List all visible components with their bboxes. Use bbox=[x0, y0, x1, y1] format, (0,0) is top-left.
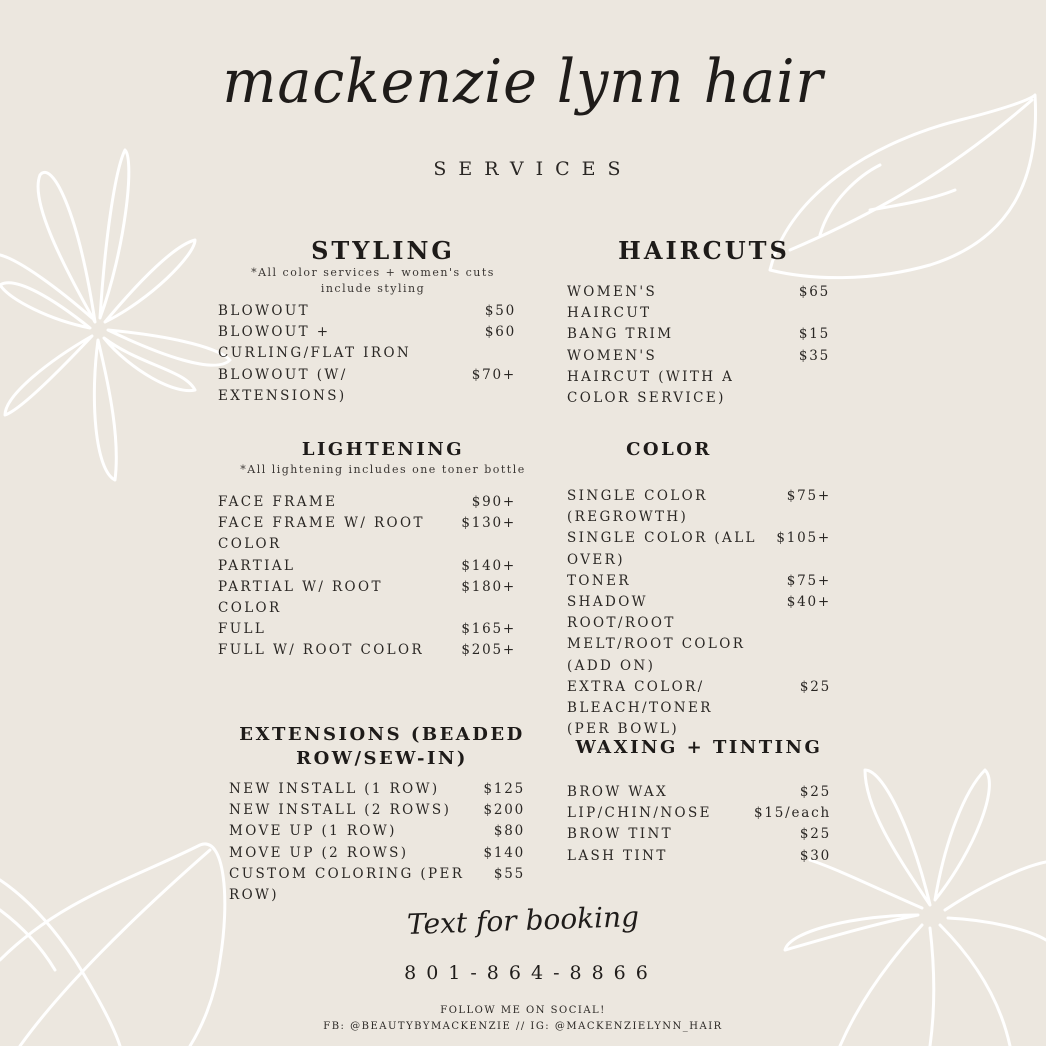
flower-outline-icon bbox=[0, 150, 230, 480]
phone-number[interactable]: 801-864-8866 bbox=[404, 962, 658, 984]
service-name: WOMEN'S HAIRCUT (WITH A COLOR SERVICE) bbox=[567, 347, 735, 407]
service-row bbox=[218, 492, 516, 513]
service-row bbox=[567, 571, 831, 592]
service-row bbox=[567, 846, 831, 867]
service-row bbox=[567, 346, 830, 410]
service-price: $140+ bbox=[461, 557, 516, 574]
service-name: CUSTOM COLORING (PER ROW) bbox=[229, 865, 465, 904]
lightening-section bbox=[218, 438, 526, 662]
service-price: $125 bbox=[483, 781, 525, 797]
service-price: $50 bbox=[484, 303, 516, 319]
service-name: TONER bbox=[567, 572, 631, 589]
service-name: BROW TINT bbox=[567, 826, 674, 843]
styling-title: STYLING bbox=[311, 236, 455, 265]
service-price: $65 bbox=[798, 284, 830, 300]
service-row bbox=[567, 282, 830, 324]
service-name: SHADOW ROOT/ROOT MELT/ROOT COLOR (ADD ON) bbox=[567, 594, 746, 674]
service-row bbox=[229, 800, 525, 821]
service-name: PARTIAL W/ ROOT COLOR bbox=[218, 578, 383, 617]
service-name: FACE FRAME W/ ROOT COLOR bbox=[218, 515, 425, 553]
service-name: BLOWOUT + CURLING/FLAT IRON bbox=[218, 324, 412, 362]
service-price: $15/each bbox=[753, 805, 831, 822]
extensions-section bbox=[229, 723, 525, 906]
service-row bbox=[218, 577, 516, 619]
service-name: BLOWOUT (W/ EXTENSIONS) bbox=[218, 366, 348, 404]
styling-note: *All color services + women's cuts include styling bbox=[251, 266, 495, 295]
service-price: $80 bbox=[493, 823, 525, 840]
service-price: $60 bbox=[484, 324, 516, 341]
haircuts-title: HAIRCUTS bbox=[618, 236, 790, 265]
service-price: $140 bbox=[483, 844, 525, 861]
service-price: $75+ bbox=[786, 572, 831, 589]
haircuts-section bbox=[567, 236, 830, 409]
lightening-title: LIGHTENING bbox=[301, 439, 465, 460]
service-name: MOVE UP (1 ROW) bbox=[229, 823, 397, 840]
service-row bbox=[567, 824, 831, 845]
service-name: FULL bbox=[218, 621, 267, 638]
service-price: $90+ bbox=[471, 494, 516, 510]
brand-logo: mackenzie lynn hair bbox=[222, 47, 824, 117]
service-row bbox=[229, 843, 525, 864]
service-name: WOMEN'S HAIRCUT bbox=[567, 284, 658, 322]
waxing-title: WAXING + TINTING bbox=[575, 737, 823, 758]
service-row bbox=[567, 677, 831, 741]
service-price: $130+ bbox=[461, 515, 516, 532]
service-row bbox=[567, 592, 831, 677]
service-price: $165+ bbox=[461, 621, 516, 638]
color-section bbox=[567, 438, 831, 740]
service-row bbox=[229, 779, 525, 800]
service-row bbox=[218, 619, 516, 640]
service-price: $105+ bbox=[776, 530, 831, 547]
service-price: $15 bbox=[798, 326, 830, 343]
service-name: NEW INSTALL (1 ROW) bbox=[229, 781, 440, 797]
service-row bbox=[567, 803, 831, 824]
waxing-section bbox=[567, 736, 831, 867]
service-name: MOVE UP (2 ROWS) bbox=[229, 844, 409, 861]
service-price: $25 bbox=[799, 784, 831, 800]
follow-social-text: FOLLOW ME ON SOCIAL! bbox=[440, 1005, 606, 1016]
booking-text: Text for booking bbox=[406, 899, 640, 942]
service-row bbox=[218, 640, 516, 661]
service-price: $55 bbox=[493, 865, 525, 882]
service-row bbox=[567, 486, 831, 528]
service-row bbox=[567, 528, 831, 570]
service-row bbox=[567, 324, 830, 345]
service-price: $40+ bbox=[786, 594, 831, 611]
service-name: FULL W/ ROOT COLOR bbox=[218, 642, 425, 659]
service-name: PARTIAL bbox=[218, 557, 296, 574]
service-price: $35 bbox=[798, 347, 830, 364]
service-name: EXTRA COLOR/ BLEACH/TONER (PER BOWL) bbox=[567, 678, 713, 738]
service-row bbox=[218, 365, 516, 407]
service-row bbox=[567, 782, 831, 803]
service-price: $25 bbox=[799, 826, 831, 843]
styling-section bbox=[218, 236, 516, 407]
service-price: $70+ bbox=[471, 366, 516, 383]
service-price: $180+ bbox=[461, 578, 516, 595]
service-name: BANG TRIM bbox=[567, 326, 674, 343]
service-price: $200 bbox=[483, 802, 525, 819]
color-title: COLOR bbox=[626, 439, 712, 460]
service-row bbox=[229, 821, 525, 842]
service-name: NEW INSTALL (2 ROWS) bbox=[229, 802, 452, 819]
service-row bbox=[229, 864, 525, 906]
service-row bbox=[218, 513, 516, 555]
service-row bbox=[218, 556, 516, 577]
service-row bbox=[218, 322, 516, 364]
service-price: $30 bbox=[799, 847, 831, 864]
service-name: BLOWOUT bbox=[218, 303, 311, 319]
service-name: BROW WAX bbox=[567, 784, 669, 800]
service-price: $205+ bbox=[461, 642, 516, 659]
social-handles[interactable]: FB: @BEAUTYBYMACKENZIE // IG: @MACKENZIELYNN_HAIR bbox=[323, 1021, 723, 1032]
services-heading: SERVICES bbox=[433, 158, 633, 180]
lightening-note: *All lightening includes one toner bottle bbox=[240, 463, 526, 476]
service-row bbox=[218, 301, 516, 322]
service-name: SINGLE COLOR (ALL OVER) bbox=[567, 530, 757, 568]
service-name: LASH TINT bbox=[567, 847, 668, 864]
service-price: $25 bbox=[799, 678, 831, 695]
service-name: LIP/CHIN/NOSE bbox=[567, 805, 712, 822]
service-name: FACE FRAME bbox=[218, 494, 338, 510]
extensions-title: EXTENSIONS (BEADED ROW/SEW-IN) bbox=[239, 724, 525, 769]
service-name: SINGLE COLOR (REGROWTH) bbox=[567, 488, 708, 526]
service-price: $75+ bbox=[786, 488, 831, 504]
